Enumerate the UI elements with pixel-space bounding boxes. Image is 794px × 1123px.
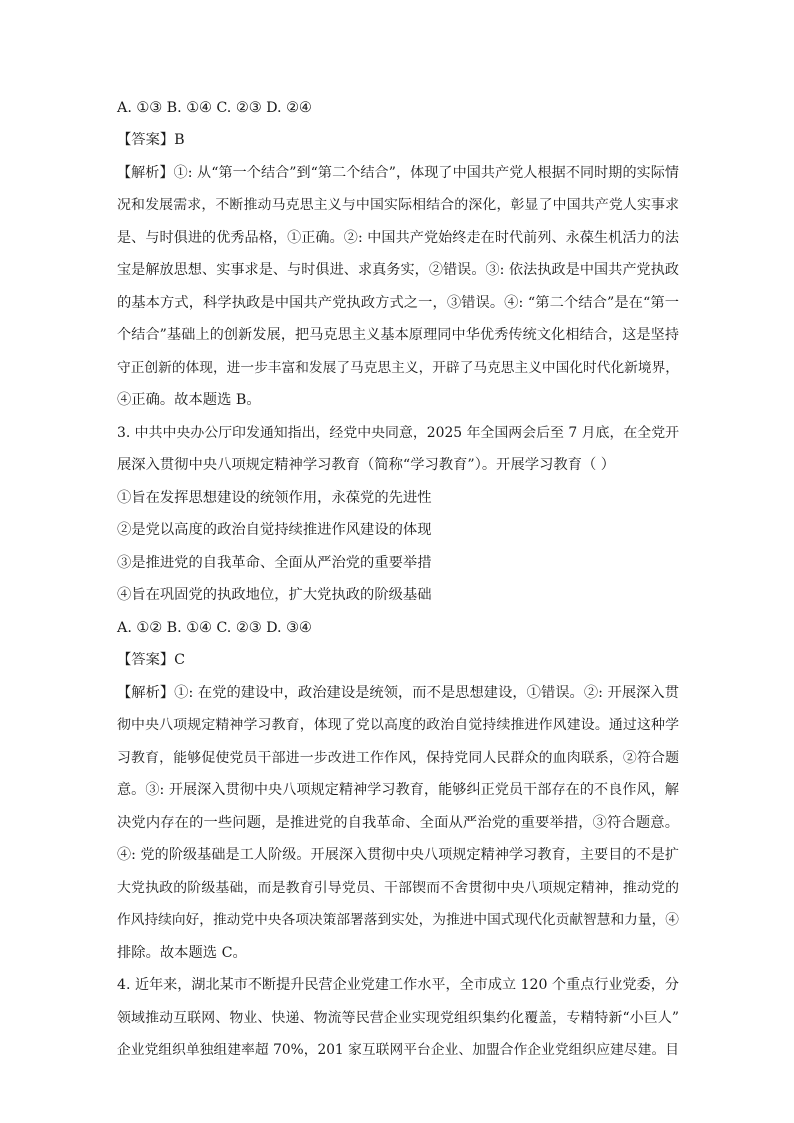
q2-answer: 【答案】B [117, 132, 185, 148]
q3-statement-3: ③是推进党的自我革命、全面从严治党的重要举措 [117, 555, 432, 571]
q2-analysis-line: 宝是解放思想、实事求是、与时俱进、求真务实，②错误。③: 依法执政是中国共产党执政 [117, 262, 679, 278]
q2-options: A. ①③ B. ①④ C. ②③ D. ②④ [117, 100, 312, 116]
q3-answer: 【答案】C [117, 652, 186, 668]
q3-analysis-line: 排除。故本题选 C。 [117, 945, 247, 961]
q3-analysis-line: ④: 党的阶级基础是工人阶级。开展深入贯彻中央八项规定精神学习教育，主要目的不是扩 [117, 847, 679, 863]
q3-stem-line: 3. 中共中央办公厅印发通知指出，经党中央同意，2025 年全国两会后至 7 月底，在全党开 [117, 425, 679, 441]
q3-analysis-line: 彻中央八项规定精神学习教育，体现了党以高度的政治自觉持续推进作风建设。通过这种学 [117, 717, 679, 733]
q3-stem-line: 展深入贯彻中央八项规定精神学习教育（简称“学习教育”）。开展学习教育（ ） [117, 457, 616, 473]
q3-analysis-line: 作风持续向好，推动党中央各项决策部署落到实处，为推进中国式现代化贡献智慧和力量，④ [117, 912, 679, 928]
q3-analysis-line: 习教育，能够促使党员干部进一步改进工作作风，保持党同人民群众的血肉联系，②符合题 [117, 750, 679, 766]
q2-analysis-line: 的基本方式，科学执政是中国共产党执政方式之一，③错误。④: “第二个结合”是在“第一 [117, 295, 679, 311]
q3-analysis-line: 大党执政的阶级基础，而是教育引导党员、干部锲而不舍贯彻中央八项规定精神，推动党的 [117, 880, 679, 896]
q3-analysis-line: 意。③: 开展深入贯彻中央八项规定精神学习教育，能够纠正党员干部存在的不良作风，解 [117, 782, 679, 798]
q3-analysis-line: 决党内存在的一些问题，是推进党的自我革命、全面从严治党的重要举措，③符合题意。 [117, 815, 679, 831]
q3-analysis-line: 【解析】①: 在党的建设中，政治建设是统领，而不是思想建设，①错误。②: 开展深入贯 [117, 685, 679, 701]
q2-analysis-line: 况和发展需求，不断推动马克思主义与中国实际相结合的深化，彰显了中国共产党人实事求 [117, 197, 679, 213]
q2-analysis-line: 【解析】①: 从“第一个结合”到“第二个结合”，体现了中国共产党人根据不同时期的实际情 [117, 165, 679, 181]
q3-options: A. ①② B. ①④ C. ②③ D. ③④ [117, 620, 312, 636]
q3-statement-2: ②是党以高度的政治自觉持续推进作风建设的体现 [117, 522, 432, 538]
q4-stem-line: 企业党组织单独组建率超 70%，201 家互联网平台企业、加盟合作企业党组织应建尽建。目 [117, 1042, 679, 1058]
q2-analysis-line: 守正创新的体现，进一步丰富和发展了马克思主义，开辟了马克思主义中国化时代化新境界， [117, 360, 679, 376]
q3-statement-4: ④旨在巩固党的执政地位，扩大党执政的阶级基础 [117, 587, 432, 603]
q2-analysis-line: 个结合”基础上的创新发展，把马克思主义基本原理同中华优秀传统文化相结合，这是坚持 [117, 327, 679, 343]
q4-stem-line: 领域推动互联网、物业、快递、物流等民营企业实现党组织集约化覆盖，专精特新“小巨人” [117, 1010, 679, 1026]
q2-analysis-line: 是、与时俱进的优秀品格，①正确。②: 中国共产党始终走在时代前列、永葆生机活力的法 [117, 230, 679, 246]
q4-stem-line: 4. 近年来，湖北某市不断提升民营企业党建工作水平，全市成立 120 个重点行业党委，分 [117, 977, 679, 993]
q3-statement-1: ①旨在发挥思想建设的统领作用，永葆党的先进性 [117, 490, 432, 506]
q2-analysis-line: ④正确。故本题选 B。 [117, 392, 261, 408]
